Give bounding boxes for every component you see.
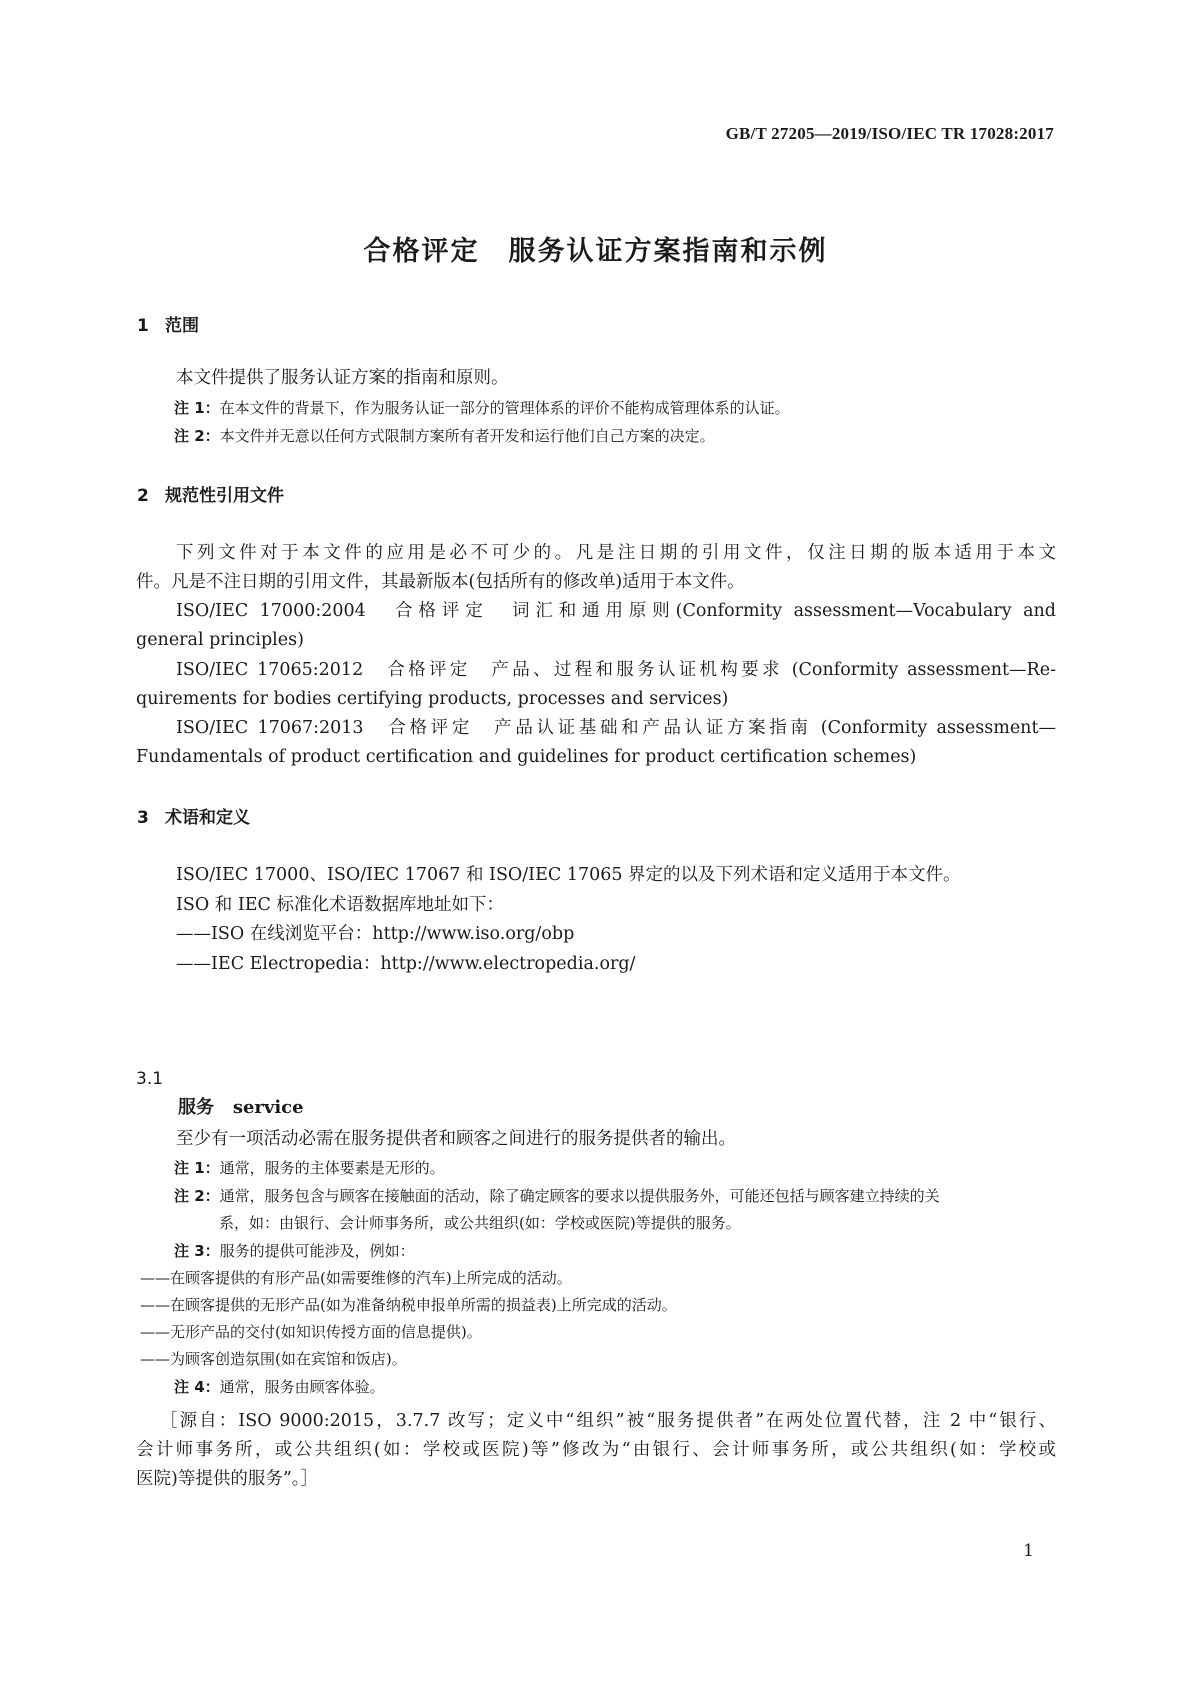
section-2-intro-line-2: 件。凡是不注日期的引用文件，其最新版本(包括所有的修改单)适用于本文件。 bbox=[136, 572, 745, 592]
section-title: 规范性引用文件 bbox=[165, 486, 284, 506]
note-3-item: ——在顾客提供的有形产品(如需要维修的汽车)上所完成的活动。 bbox=[140, 1269, 572, 1287]
page-number: 1 bbox=[1023, 1541, 1034, 1561]
note-text: 通常，服务的主体要素是无形的。 bbox=[219, 1159, 445, 1177]
term-zh: 服务 bbox=[178, 1097, 214, 1118]
section-title: 术语和定义 bbox=[165, 808, 250, 828]
note-label: 注 1： bbox=[174, 1159, 220, 1177]
term-source-line-2: 会计师事务所，或公共组织(如：学校或医院)等”修改为“由银行、会计师事务所，或公共组织(如：学校或 bbox=[136, 1440, 1056, 1460]
reference-3-line-1: ISO/IEC 17067:2013 合格评定 产品认证基础和产品认证方案指南 (Conformity assessment— bbox=[176, 718, 1056, 738]
note-label: 注 2： bbox=[174, 427, 220, 445]
document-title: 合格评定 服务认证方案指南和示例 bbox=[363, 236, 828, 267]
note-label: 注 1： bbox=[174, 399, 220, 417]
note-text: 通常，服务由顾客体验。 bbox=[219, 1378, 385, 1396]
term-note-3 bbox=[174, 1239, 415, 1263]
term-source-line-3: 医院)等提供的服务”。］ bbox=[136, 1469, 319, 1489]
term-note-4 bbox=[174, 1375, 385, 1399]
term-note-2 bbox=[174, 1184, 940, 1208]
note-3-item: ——为顾客创造氛围(如在宾馆和饭店)。 bbox=[140, 1350, 407, 1368]
section-number: 1 bbox=[137, 316, 149, 336]
terminology-db-iso: ——ISO 在线浏览平台：http://www.iso.org/obp bbox=[176, 924, 575, 944]
section-title: 范围 bbox=[165, 316, 199, 336]
note-label: 注 3： bbox=[174, 1242, 220, 1260]
reference-1-line-2: general principles) bbox=[136, 630, 304, 650]
document-code-header: GB/T 27205—2019/ISO/IEC TR 17028:2017 bbox=[725, 124, 1054, 143]
note-label: 注 4： bbox=[174, 1378, 220, 1396]
note-3-item: ——在顾客提供的无形产品(如为准备纳税申报单所需的损益表)上所完成的活动。 bbox=[140, 1296, 677, 1314]
term-heading bbox=[178, 1093, 304, 1119]
note-text: 通常，服务包含与顾客在接触面的活动，除了确定顾客的要求以提供服务外，可能还包括与顾客建立持续的关 bbox=[219, 1187, 940, 1205]
reference-3-line-2: Fundamentals of product certification and guidelines for product certification schemes) bbox=[136, 747, 917, 767]
terminology-db-iec: ——IEC Electropedia：http://www.electropedia.org/ bbox=[176, 954, 636, 974]
section-1-note-2 bbox=[174, 424, 715, 448]
term-definition: 至少有一项活动必需在服务提供者和顾客之间进行的服务提供者的输出。 bbox=[176, 1129, 736, 1149]
section-1-body: 本文件提供了服务认证方案的指南和原则。 bbox=[176, 368, 509, 388]
note-3-item: ——无形产品的交付(如知识传授方面的信息提供)。 bbox=[140, 1323, 482, 1341]
note-text: 本文件并无意以任何方式限制方案所有者开发和运行他们自己方案的决定。 bbox=[219, 427, 715, 445]
term-en: service bbox=[232, 1097, 304, 1118]
reference-2-line-2: quirements for bodies certifying products, processes and services) bbox=[136, 689, 729, 709]
section-3-heading bbox=[137, 803, 250, 828]
reference-2-line-1: ISO/IEC 17065:2012 合格评定 产品、过程和服务认证机构要求 (Conformity assessment—Re- bbox=[176, 660, 1056, 680]
section-number: 3 bbox=[137, 808, 149, 828]
section-1-note-1 bbox=[174, 396, 790, 420]
section-3-intro: ISO/IEC 17000、ISO/IEC 17067 和 ISO/IEC 17065 界定的以及下列术语和定义适用于本文件。 bbox=[176, 865, 961, 885]
reference-1-line-1: ISO/IEC 17000:2004 合格评定 词汇和通用原则(Conformity assessment—Vocabulary and bbox=[176, 601, 1056, 621]
note-text: 服务的提供可能涉及，例如： bbox=[219, 1242, 415, 1260]
section-number: 2 bbox=[137, 486, 149, 506]
term-source-line-1: ［源自：ISO 9000:2015，3.7.7 改写；定义中“组织”被“服务提供者”在两处位置代替，注 2 中“银行、 bbox=[160, 1411, 1056, 1431]
term-note-1 bbox=[174, 1156, 445, 1180]
terminology-db-intro: ISO 和 IEC 标准化术语数据库地址如下： bbox=[176, 895, 505, 915]
note-text: 在本文件的背景下，作为服务认证一部分的管理体系的评价不能构成管理体系的认证。 bbox=[219, 399, 790, 417]
note-label: 注 2： bbox=[174, 1187, 220, 1205]
section-1-heading bbox=[137, 311, 199, 336]
section-2-intro-line-1: 下列文件对于本文件的应用是必不可少的。凡是注日期的引用文件，仅注日期的版本适用于本文 bbox=[176, 543, 1056, 563]
term-number: 3.1 bbox=[136, 1069, 164, 1089]
section-2-heading bbox=[137, 481, 284, 506]
term-note-2-continued: 系，如：由银行、会计师事务所，或公共组织(如：学校或医院)等提供的服务。 bbox=[219, 1214, 741, 1232]
